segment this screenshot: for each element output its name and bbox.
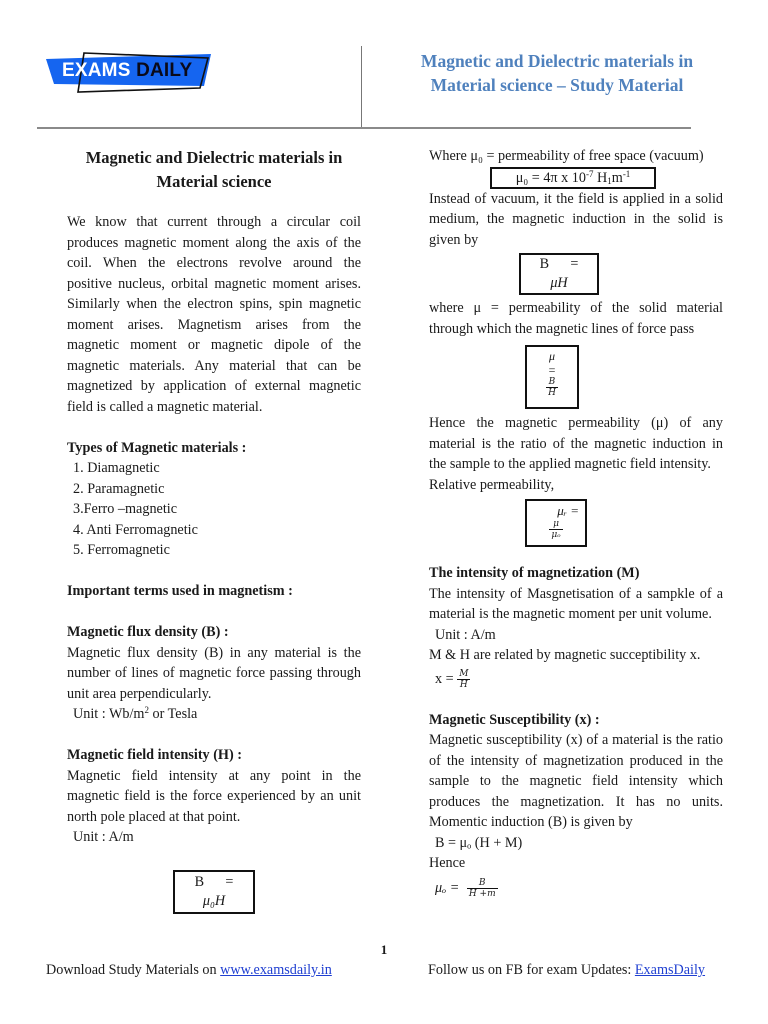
type-item: 3.Ferro –magnetic (73, 501, 178, 517)
examsdaily-logo[interactable] (46, 50, 214, 94)
where-mu-text: where μ = permeability of the solid material through which the magnetic lines of force pass (429, 300, 723, 337)
types-heading: Types of Magnetic materials : (67, 439, 247, 456)
header-title-line2: Material science – Study Material (430, 75, 684, 95)
instead-of-vacuum-text: Instead of vacuum, it the field is applied in a solid medium, the magnetic induction in the solid is given by (429, 190, 723, 248)
susceptibility-text: Magnetic susceptibility (x) of a material is the ratio of the intensity of magnetization produced in the sample to the magnetic field intensity which produces the magnetization. It has no units. Momentic induction (B) is given by (429, 732, 723, 830)
m-h-relation-text: M & H are related by magnetic succeptibility x. (429, 647, 701, 663)
where-mu0-text: Where μ₀ = permeability of free space (vacuum) (429, 148, 704, 164)
field-intensity-text: Magnetic field intensity at any point in the magnetic field is the force experienced by an unit north pole placed at that point. (67, 767, 361, 825)
field-intensity-heading: Magnetic field intensity (H) : (67, 747, 242, 763)
left-column (67, 146, 361, 914)
field-intensity-unit: Unit : A/m (73, 829, 134, 845)
page-number: 1 (380, 942, 388, 957)
type-item: 4. Anti Ferromagnetic (73, 521, 198, 538)
susceptibility-heading: Magnetic Susceptibility (x) : (429, 711, 600, 728)
intro-paragraph: We know that current through a circular coil produces magnetic moment along the axis of the coil. When the electrons revolve around the positive nucleus, orbital magnetic moment arises. Similarly when the electron spins, spin magnetic moment arises. Magnetism arises from the magnetic moment or magnetic dipole of the magnetic materials. Any material that can be magnetized by application of external magnetic field is called a magnetic material. (67, 214, 361, 415)
intensity-magnetization-text: The intensity of Masgnetisation of a sampkle of a material is the magnetic moment per unit volume. (429, 585, 723, 622)
equation-box-mu0: μ₀ = 4π x $10^{-7}$ $H_1m^{-1}$ (490, 167, 656, 189)
header-title (384, 49, 730, 97)
footer-left: Download Study Materials on www.examsdaily.in (46, 962, 332, 978)
terms-heading: Important terms used in magnetism : (67, 583, 293, 599)
type-item: 2. Paramagnetic (73, 480, 165, 497)
equation-box-mur: μᵣ = $\frac{\mu}{\text{μₒ}}$ (525, 499, 587, 547)
header-divider-vertical (361, 46, 362, 128)
logo-word-exams: EXAMS (62, 60, 131, 81)
examsdaily-facebook-link[interactable]: ExamsDaily (634, 962, 706, 978)
intensity-magnetization-heading: The intensity of magnetization (M) (429, 565, 640, 581)
document-title-line1: Magnetic and Dielectric materials in (85, 148, 343, 167)
intensity-unit: Unit : A/m (435, 626, 496, 643)
examsdaily-website-link[interactable]: www.examsdaily.in (220, 962, 332, 978)
document-title-line2: Material science (156, 172, 272, 191)
equation-box-mu-b-over-h: μ = $\frac{B}{H}$ (525, 345, 579, 409)
equation-x-m-over-h: x = $\frac{M}{H}$ (435, 668, 469, 690)
logo-word-daily: DAILY (136, 60, 193, 81)
flux-density-heading: Magnetic flux density (B) : (67, 624, 229, 640)
document-title (67, 146, 361, 194)
hence-permeability-text: Hence the magnetic permeability (μ) of any material is the ratio of the magnetic induction in the sample to the applied magnetic field intensity. (429, 415, 723, 472)
flux-density-text: Magnetic flux density (B) in any material is the number of lines of magnetic force passing through unit area perpendicularly. (67, 644, 361, 702)
relative-permeability-label: Relative permeability, (429, 476, 555, 493)
footer-right: Follow us on FB for exam Updates: ExamsDaily (428, 962, 706, 978)
hence-label: Hence (429, 855, 466, 871)
equation-b-total: B = μₒ (H + M) (435, 834, 523, 851)
equation-mu0-final: μₒ = $\frac{B}{H +m}$ (435, 877, 496, 899)
right-column (429, 146, 723, 902)
equation-box-b-mu0h: B = μ₀H (173, 870, 255, 914)
type-item: 1. Diamagnetic (73, 460, 160, 476)
header-divider-horizontal (37, 127, 691, 129)
equation-box-b-muh: B = μH (519, 253, 599, 295)
flux-density-unit: Unit : $Wb/m^2$ or Tesla (73, 705, 198, 722)
type-item: 5. Ferromagnetic (73, 542, 170, 558)
header-title-line1: Magnetic and Dielectric materials in (420, 51, 694, 71)
